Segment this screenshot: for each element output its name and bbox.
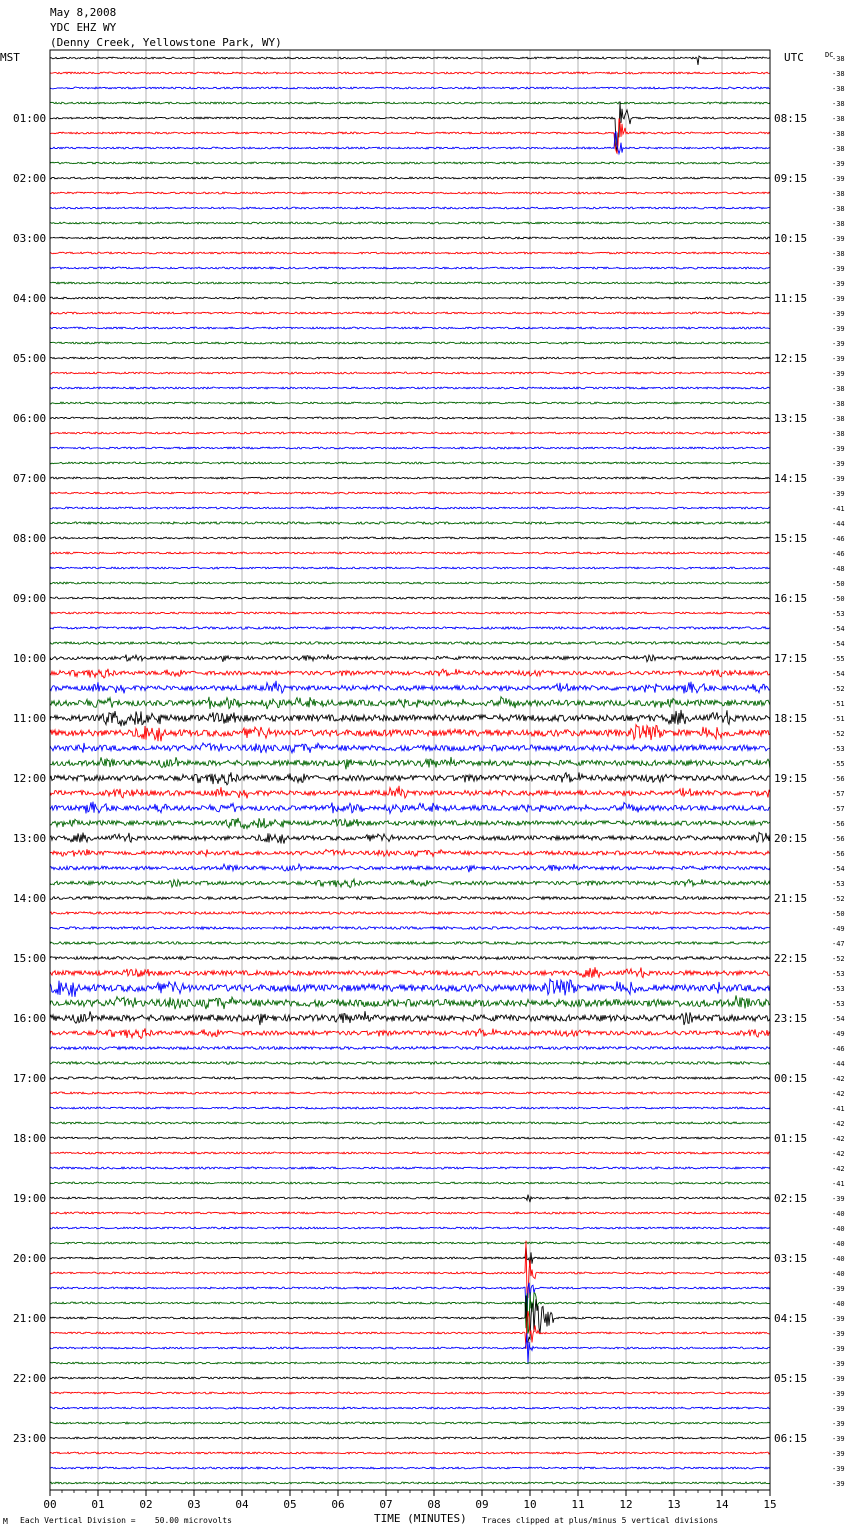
dc-offset-label: -54: [832, 670, 845, 678]
dc-offset-label: -39: [832, 1285, 845, 1293]
x-tick-label: 15: [763, 1498, 777, 1511]
dc-offset-label: -38: [832, 205, 845, 213]
dc-offset-label: -46: [832, 1045, 845, 1053]
trace-line: [50, 312, 770, 314]
trace-line: [50, 995, 770, 1009]
dc-offset-label: -50: [832, 910, 845, 918]
trace-line: [50, 1062, 770, 1065]
dc-offset-label: -40: [832, 1270, 845, 1278]
dc-header-label: DC: [825, 51, 834, 59]
dc-offset-label: -38: [832, 400, 845, 408]
trace-line: [50, 669, 770, 678]
right-timezone-label: UTC: [784, 51, 804, 64]
left-hour-label: 10:00: [13, 652, 47, 665]
left-hour-label: 07:00: [13, 472, 47, 485]
dc-offset-label: -38: [832, 220, 845, 228]
chart-title: YDC EHZ WY: [50, 21, 117, 34]
dc-offset-label: -39: [832, 1330, 845, 1338]
dc-offset-label: -39: [832, 295, 845, 303]
left-hour-label: 01:00: [13, 112, 47, 125]
dc-offset-label: -39: [832, 265, 845, 273]
left-hour-label: 13:00: [13, 832, 47, 845]
trace-line: [50, 1422, 770, 1424]
trace-line: [50, 879, 770, 887]
right-hour-label: 18:15: [774, 712, 808, 725]
trace-line: [50, 1482, 770, 1484]
dc-offset-label: -46: [832, 535, 845, 543]
left-hour-label: 04:00: [13, 292, 47, 305]
trace-line: [50, 477, 770, 479]
dc-offset-label: -39: [832, 1390, 845, 1398]
dc-offset-label: -39: [832, 490, 845, 498]
trace-line: [50, 507, 770, 509]
x-tick-label: 12: [619, 1498, 633, 1511]
dc-offset-label: -39: [832, 310, 845, 318]
right-hour-label: 02:15: [774, 1192, 808, 1205]
dc-offset-label: -54: [832, 640, 845, 648]
dc-offset-label: -39: [832, 1405, 845, 1413]
trace-line: [50, 1437, 770, 1439]
trace-line: [50, 818, 770, 829]
seismic-traces: [50, 56, 770, 1484]
dc-offset-label: -39: [832, 1480, 845, 1488]
right-hour-label: 21:15: [774, 892, 808, 905]
trace-line: [50, 582, 770, 584]
right-hour-label: 20:15: [774, 832, 808, 845]
dc-offset-label: -42: [832, 1090, 845, 1098]
trace-line: [50, 132, 770, 154]
trace-line: [50, 387, 770, 389]
scale-note: Each Vertical Division = 50.00 microvolts: [20, 1516, 232, 1525]
trace-line: [50, 342, 770, 344]
trace-line: [50, 1011, 770, 1025]
trace-line: [50, 1122, 770, 1124]
trace-line: [50, 537, 770, 539]
trace-line: [50, 725, 770, 742]
dc-offset-label: -53: [832, 1000, 845, 1008]
dc-offset-label: -56: [832, 775, 845, 783]
trace-line: [50, 833, 770, 844]
trace-line: [50, 957, 770, 960]
trace-line: [50, 681, 770, 694]
trace-line: [50, 864, 770, 872]
trace-line: [50, 849, 770, 856]
dc-offset-label: -51: [832, 715, 845, 723]
dc-offset-label: -38: [832, 100, 845, 108]
x-tick-label: 05: [283, 1498, 297, 1511]
dc-offset-label: -39: [832, 1450, 845, 1458]
dc-offset-label: -39: [832, 1315, 845, 1323]
dc-offset-label: -38: [832, 70, 845, 78]
right-hour-label: 12:15: [774, 352, 808, 365]
left-hour-label: 21:00: [13, 1312, 47, 1325]
left-timezone-label: MST: [0, 51, 20, 64]
right-hour-label: 19:15: [774, 772, 808, 785]
trace-line: [50, 927, 770, 930]
left-hour-label: 17:00: [13, 1072, 47, 1085]
x-tick-label: 07: [379, 1498, 393, 1511]
trace-line: [50, 654, 770, 661]
trace-line: [50, 417, 770, 419]
trace-line: [50, 522, 770, 524]
chart-subtitle: (Denny Creek, Yellowstone Park, WY): [50, 36, 282, 49]
trace-line: [50, 432, 770, 434]
right-hour-label: 00:15: [774, 1072, 808, 1085]
left-hour-label: 03:00: [13, 232, 47, 245]
trace-line: [50, 222, 770, 224]
trace-line: [50, 567, 770, 569]
trace-line: [50, 979, 770, 997]
trace-line: [50, 1452, 770, 1454]
dc-offset-label: -38: [832, 190, 845, 198]
dc-offset-label: -38: [832, 250, 845, 258]
dc-offset-label: -53: [832, 880, 845, 888]
dc-offset-label: -57: [832, 805, 845, 813]
trace-line: [50, 942, 770, 945]
trace-line: [50, 697, 770, 709]
dc-offset-label: -44: [832, 1060, 845, 1068]
trace-line: [50, 1028, 770, 1038]
dc-offset-label: -54: [832, 1015, 845, 1023]
left-hour-label: 22:00: [13, 1372, 47, 1385]
right-hour-label: 11:15: [774, 292, 808, 305]
left-hour-label: 18:00: [13, 1132, 47, 1145]
right-hour-label: 03:15: [774, 1252, 808, 1265]
left-hour-label: 11:00: [13, 712, 47, 725]
dc-offset-label: -49: [832, 925, 845, 933]
dc-offset-label: -52: [832, 955, 845, 963]
dc-offset-label: -42: [832, 1120, 845, 1128]
dc-offset-label: -53: [832, 985, 845, 993]
right-hour-label: 16:15: [774, 592, 808, 605]
dc-offset-label: -39: [832, 160, 845, 168]
trace-line: [50, 1092, 770, 1094]
trace-line: [50, 897, 770, 900]
right-hour-label: 23:15: [774, 1012, 808, 1025]
left-hour-label: 05:00: [13, 352, 47, 365]
left-hour-label: 12:00: [13, 772, 47, 785]
trace-line: [50, 372, 770, 374]
trace-line: [50, 252, 770, 254]
left-hour-label: 08:00: [13, 532, 47, 545]
trace-line: [50, 772, 770, 785]
x-tick-label: 14: [715, 1498, 729, 1511]
trace-line: [50, 710, 770, 726]
dc-offset-label: -47: [832, 940, 845, 948]
trace-line: [50, 1296, 770, 1343]
trace-line: [50, 1107, 770, 1109]
trace-line: [50, 402, 770, 404]
trace-line: [50, 1227, 770, 1229]
trace-line: [50, 297, 770, 299]
right-hour-label: 09:15: [774, 172, 808, 185]
dc-offset-label: -52: [832, 685, 845, 693]
trace-line: [50, 1292, 770, 1333]
x-tick-label: 06: [331, 1498, 345, 1511]
dc-offset-label: -53: [832, 745, 845, 753]
dc-offset-label: -38: [832, 415, 845, 423]
left-hour-label: 23:00: [13, 1432, 47, 1445]
dc-offset-label: -42: [832, 1075, 845, 1083]
dc-offset-label: -39: [832, 235, 845, 243]
right-hour-label: 13:15: [774, 412, 808, 425]
trace-line: [50, 1212, 770, 1214]
dc-offset-label: -52: [832, 730, 845, 738]
trace-line: [50, 1242, 770, 1244]
right-hour-label: 15:15: [774, 532, 808, 545]
right-hour-label: 10:15: [774, 232, 808, 245]
x-tick-label: 01: [91, 1498, 105, 1511]
trace-line: [50, 237, 770, 239]
trace-line: [50, 1137, 770, 1139]
plot-frame: [50, 50, 770, 1490]
dc-offset-label: -39: [832, 1345, 845, 1353]
left-hour-label: 15:00: [13, 952, 47, 965]
dc-offset-label: -38: [832, 430, 845, 438]
dc-offset-label: -38: [832, 385, 845, 393]
dc-offset-label: -56: [832, 820, 845, 828]
dc-offset-label: -50: [832, 595, 845, 603]
dc-offset-label: -49: [832, 1030, 845, 1038]
trace-line: [50, 1362, 770, 1364]
trace-line: [50, 1467, 770, 1469]
dc-offset-label: -57: [832, 790, 845, 798]
trace-line: [50, 162, 770, 164]
trace-line: [50, 552, 770, 554]
dc-offset-label: -42: [832, 1135, 845, 1143]
dc-offset-label: -40: [832, 1225, 845, 1233]
trace-line: [50, 743, 770, 753]
dc-offset-label: -55: [832, 760, 845, 768]
right-hour-label: 14:15: [774, 472, 808, 485]
dc-offset-label: -44: [832, 520, 845, 528]
dc-offset-label: -39: [832, 1195, 845, 1203]
right-hour-label: 01:15: [774, 1132, 808, 1145]
left-hour-label: 06:00: [13, 412, 47, 425]
dc-offset-label: -39: [832, 175, 845, 183]
dc-offset-label: -41: [832, 1105, 845, 1113]
dc-offset-label: -56: [832, 850, 845, 858]
dc-offset-label: -39: [832, 355, 845, 363]
dc-offset-label: -46: [832, 550, 845, 558]
trace-line: [50, 207, 770, 209]
trace-line: [50, 1047, 770, 1050]
trace-line: [50, 1167, 770, 1169]
trace-line: [50, 642, 770, 645]
right-hour-label: 04:15: [774, 1312, 808, 1325]
trace-line: [50, 786, 770, 799]
left-hour-label: 02:00: [13, 172, 47, 185]
x-tick-label: 11: [571, 1498, 585, 1511]
trace-line: [50, 1377, 770, 1379]
trace-line: [50, 357, 770, 359]
trace-line: [50, 192, 770, 194]
dc-offset-label: -53: [832, 610, 845, 618]
clip-note: Traces clipped at plus/minus 5 vertical divisions: [482, 1516, 719, 1525]
x-tick-label: 02: [139, 1498, 153, 1511]
right-hour-label: 17:15: [774, 652, 808, 665]
dc-offset-label: -39: [832, 370, 845, 378]
trace-line: [50, 612, 770, 614]
corner-mark: M: [3, 1517, 8, 1526]
trace-line: [50, 447, 770, 449]
trace-line: [50, 1333, 770, 1364]
x-axis-title: TIME (MINUTES): [374, 1512, 467, 1525]
trace-line: [50, 282, 770, 284]
chart-date: May 8,2008: [50, 6, 117, 19]
dc-offset-label: -39: [832, 460, 845, 468]
trace-line: [50, 627, 770, 629]
trace-line: [50, 1246, 770, 1267]
dc-offset-label: -40: [832, 1300, 845, 1308]
dc-offset-label: -39: [832, 1360, 845, 1368]
trace-line: [50, 912, 770, 915]
trace-line: [50, 757, 770, 769]
dc-offset-label: -54: [832, 625, 845, 633]
trace-line: [50, 1392, 770, 1394]
trace-line: [50, 1311, 770, 1349]
dc-offset-label: -40: [832, 1240, 845, 1248]
dc-offset-label: -38: [832, 55, 845, 63]
trace-line: [50, 56, 770, 65]
right-hour-label: 22:15: [774, 952, 808, 965]
trace-line: [50, 492, 770, 494]
dc-offset-label: -56: [832, 835, 845, 843]
right-hour-label: 06:15: [774, 1432, 808, 1445]
dc-offset-label: -38: [832, 85, 845, 93]
x-tick-label: 08: [427, 1498, 441, 1511]
dc-offset-label: -41: [832, 1180, 845, 1188]
x-axis: [43, 1490, 776, 1511]
x-tick-label: 13: [667, 1498, 681, 1511]
left-hour-label: 09:00: [13, 592, 47, 605]
dc-offset-label: -48: [832, 565, 845, 573]
dc-offset-label: -40: [832, 1210, 845, 1218]
trace-line: [50, 1241, 770, 1298]
dc-offset-label: -51: [832, 700, 845, 708]
x-tick-label: 10: [523, 1498, 537, 1511]
dc-offset-label: -54: [832, 865, 845, 873]
trace-line: [50, 1152, 770, 1154]
dc-offset-label: -38: [832, 115, 845, 123]
left-hour-label: 20:00: [13, 1252, 47, 1265]
dc-offset-label: -53: [832, 970, 845, 978]
x-tick-label: 09: [475, 1498, 489, 1511]
trace-line: [50, 72, 770, 74]
trace-line: [50, 967, 770, 978]
left-hour-label: 19:00: [13, 1192, 47, 1205]
trace-line: [50, 327, 770, 329]
x-tick-label: 00: [43, 1498, 57, 1511]
trace-line: [50, 87, 770, 89]
left-hour-label: 16:00: [13, 1012, 47, 1025]
dc-offset-label: -50: [832, 580, 845, 588]
dc-offset-label: -55: [832, 655, 845, 663]
trace-line: [50, 101, 770, 153]
trace-line: [50, 1283, 770, 1322]
dc-offset-label: -39: [832, 325, 845, 333]
trace-line: [50, 1077, 770, 1079]
dc-offset-label: -39: [832, 445, 845, 453]
trace-line: [50, 1182, 770, 1184]
left-hour-label: 14:00: [13, 892, 47, 905]
trace-line: [50, 177, 770, 179]
trace-line: [50, 462, 770, 464]
x-tick-label: 04: [235, 1498, 249, 1511]
dc-offset-label: -38: [832, 145, 845, 153]
x-tick-label: 03: [187, 1498, 201, 1511]
dc-offset-label: -39: [832, 280, 845, 288]
dc-offset-label: -39: [832, 1465, 845, 1473]
trace-line: [50, 597, 770, 599]
dc-offset-label: -39: [832, 340, 845, 348]
dc-offset-label: -52: [832, 895, 845, 903]
dc-offset-label: -39: [832, 475, 845, 483]
dc-offset-label: -42: [832, 1165, 845, 1173]
dc-offset-label: -39: [832, 1420, 845, 1428]
dc-offset-label: -41: [832, 505, 845, 513]
trace-line: [50, 1195, 770, 1203]
dc-offset-label: -40: [832, 1255, 845, 1263]
trace-line: [50, 802, 770, 814]
right-hour-label: 05:15: [774, 1372, 808, 1385]
trace-line: [50, 1407, 770, 1409]
dc-offset-label: -38: [832, 130, 845, 138]
dc-offset-label: -42: [832, 1150, 845, 1158]
dc-offset-label: -39: [832, 1375, 845, 1383]
trace-line: [50, 267, 770, 269]
dc-offset-label: -39: [832, 1435, 845, 1443]
right-hour-label: 08:15: [774, 112, 808, 125]
trace-line: [50, 102, 770, 104]
